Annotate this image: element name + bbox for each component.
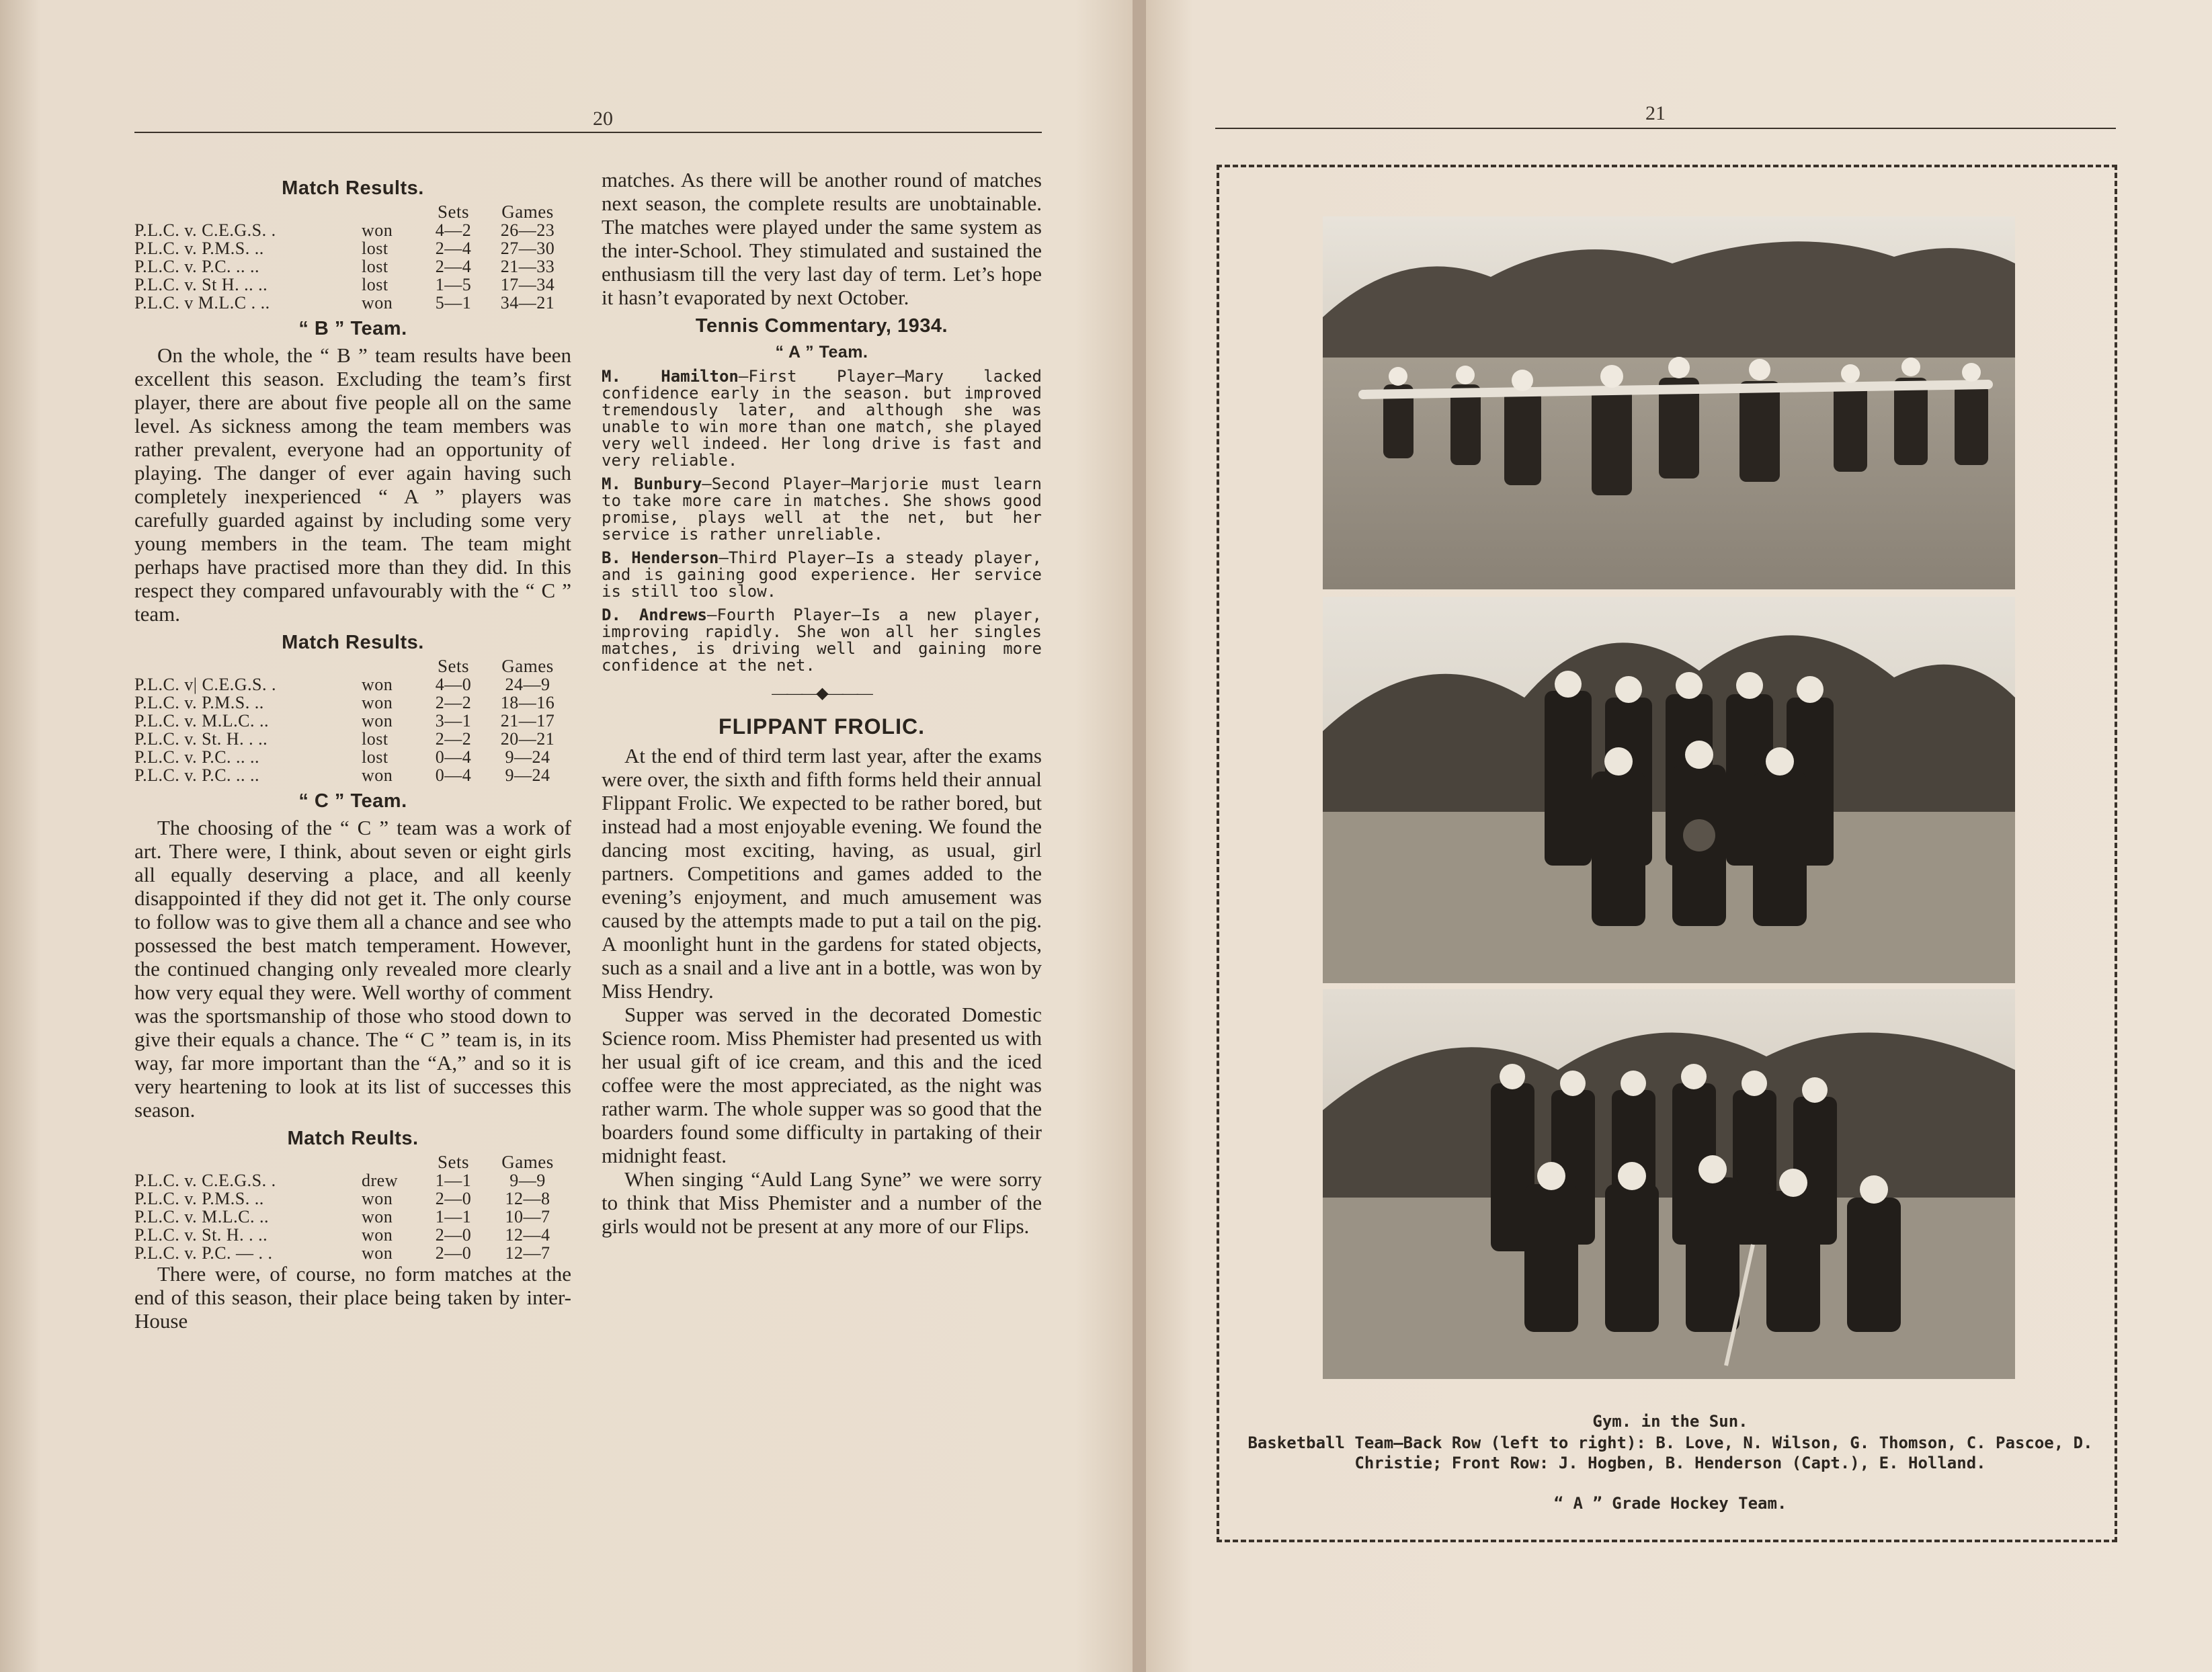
table-row: P.L.C. v. C.E.G.S. . drew 1—1 9—9 [134, 1171, 546, 1190]
sets-header: Sets [437, 1152, 469, 1172]
player-entry: B. Henderson—Third Player—Is a steady player, and is gaining good experience. Her service is still too slow. [602, 548, 1042, 601]
table-row: P.L.C. v. M.L.C. .. won 1—1 10—7 [134, 1207, 550, 1226]
continuation-paragraph: matches. As there will be another round of matches next season, the complete results are unobtainable. The matches were played under the same system as the inter-School. They stimulated and sustained the enthusiasm till the very last day of term. Let’s hope it hasn’t evaporated by next October. [602, 168, 1042, 309]
table-row: P.L.C. v. M.L.C. .. won 3—1 21—17 [134, 711, 555, 730]
match-results-table-3 [134, 1153, 571, 1262]
table-row: P.L.C. v. St H. .. .. lost 1—5 17—34 [134, 275, 555, 294]
sets-header: Sets [437, 202, 469, 222]
table-row: P.L.C. v. P.C. .. .. won 0—4 9—24 [134, 765, 550, 785]
header-rule-right [1215, 128, 2116, 129]
games-header: Games [501, 656, 554, 676]
table-row: P.L.C. v. St. H. . .. won 2—0 12—4 [134, 1225, 550, 1245]
c-team-heading: “ C ” Team. [298, 790, 407, 812]
table-row: P.L.C. v M.L.C . .. won 5—1 34—21 [134, 293, 555, 312]
left-column [134, 171, 571, 1333]
match-results-heading-1: Match Results. [282, 177, 424, 199]
flippant-frolic-heading: FLIPPANT FROLIC. [719, 714, 925, 739]
table-row: P.L.C. v. C.E.G.S. . won 4—2 26—23 [134, 220, 555, 240]
basketball-team-photo [1323, 597, 2015, 983]
section-divider: ———◆——— [772, 685, 872, 702]
player-entry: M. Bunbury—Second Player—Marjorie must learn to take more care in matches. She shows good promise, plays well at the net, but her service is rather unreliable. [602, 474, 1042, 544]
flippant-paragraph-1: At the end of third term last year, after the exams were over, the sixth and fifth forms held their annual Flippant Frolic. We expected to be rather bored, but instead had a most enjoyable evening. We found the dancing most exciting, having, as usual, girl partners. Competitions and games added to the evening’s enjoyment, and much amusement was caused by the attempts made to put a tail on the pig. A moonlight hunt in the gardens for stated objects, such as a snail and a live ant in a bottle, was won by Miss Hendry. [602, 744, 1042, 1003]
table-row: P.L.C. v| C.E.G.S. . won 4—0 24—9 [134, 675, 550, 694]
page-number-right: 21 [1645, 102, 1666, 124]
table-row: P.L.C. v. P.C. — . . won 2—0 12—7 [134, 1243, 550, 1263]
caption-hockey: “ A ” Grade Hockey Team. [1553, 1494, 1787, 1513]
page-number-left: 20 [593, 108, 613, 130]
tennis-commentary-heading: Tennis Commentary, 1934. [695, 315, 948, 337]
table-row: P.L.C. v. St. H. . .. lost 2—2 20—21 [134, 729, 555, 749]
b-team-paragraph: On the whole, the “ B ” team results have been excellent this season. Excluding the team’s first player, there are about five people all on the same level. As sickness among the team members was rather prevalent, everyone had an opportunity of playing. The danger of ever again having such completely inexperienced “ A ” players was carefully guarded against by including some very young members in the team. The team might perhaps have practised more than they did. In this respect they compared unfavourably with the “ C ” team. [134, 343, 571, 626]
a-team-heading: “ A ” Team. [775, 343, 868, 362]
player-entry: D. Andrews—Fourth Player—Is a new player, improving rapidly. She won all her singles matches, is driving well and gaining more confidence at the net. [602, 605, 1042, 675]
closing-paragraph: There were, of course, no form matches at the end of this season, their place being taken by inter-House [134, 1262, 571, 1333]
match-results-table-2 [134, 657, 571, 784]
table-row: P.L.C. v. P.M.S. .. lost 2—4 27—30 [134, 239, 555, 258]
gym-photo [1323, 216, 2015, 589]
sets-header: Sets [437, 656, 469, 676]
caption-basketball: Basketball Team—Back Row (left to right): B. Love, N. Wilson, G. Thomson, C. Pascoe, D. Christie; Front Row: J. Hogben, B. Henderson (Capt.), E. Holland. [1247, 1433, 2093, 1472]
match-results-table-1 [134, 203, 571, 312]
games-header: Games [501, 1152, 554, 1172]
b-team-heading: “ B ” Team. [298, 318, 407, 339]
match-results-heading-2: Match Results. [282, 632, 424, 653]
table-row: P.L.C. v. P.M.S. .. won 2—2 18—16 [134, 693, 555, 712]
player-entry: M. Hamilton—First Player—Mary lacked confidence early in the season. but improved tremendously later, and although she was unable to win more than one match, she played very well indeed. Her long drive is fast and very reliable. [602, 367, 1042, 470]
book-gutter [1133, 0, 1146, 1672]
caption-gym: Gym. in the Sun. [1592, 1412, 1748, 1431]
hockey-team-photo [1323, 989, 2015, 1379]
flippant-paragraph-3: When singing “Auld Lang Syne” we were sorry to think that Miss Phemister and a number of the girls would not be present at any more of our Flips. [602, 1167, 1042, 1238]
c-team-paragraph: The choosing of the “ C ” team was a work of art. There were, I think, about seven or eight girls all equally deserving a place, and all keenly disappointed if they did not get it. The only course to follow was to give them all a chance and see who possessed the best match temperament. However, the continued changing only revealed more clearly how very equal they were. Well worthy of comment was the sportsmanship of those who stood down to give their equals a chance. The “ C ” team is, in its way, far more important than the “A,” and so it is very heartening to look at its list of successes this season. [134, 816, 571, 1122]
right-column [602, 168, 1042, 1238]
games-header: Games [501, 202, 554, 222]
flippant-paragraph-2: Supper was served in the decorated Domestic Science room. Miss Phemister had presented us with her usual gift of ice cream, and this and the iced coffee were the most appreciated, as the night was rather warm. The whole supper was so good that the boarders found some difficulty in partaking of their midnight feast. [602, 1003, 1042, 1167]
match-results-heading-3: Match Reults. [287, 1128, 419, 1149]
table-row: P.L.C. v. P.C. .. .. lost 0—4 9—24 [134, 747, 550, 767]
table-row: P.L.C. v. P.M.S. .. won 2—0 12—8 [134, 1189, 550, 1208]
header-rule-left [134, 132, 1042, 133]
table-row: P.L.C. v. P.C. .. .. lost 2—4 21—33 [134, 257, 555, 276]
